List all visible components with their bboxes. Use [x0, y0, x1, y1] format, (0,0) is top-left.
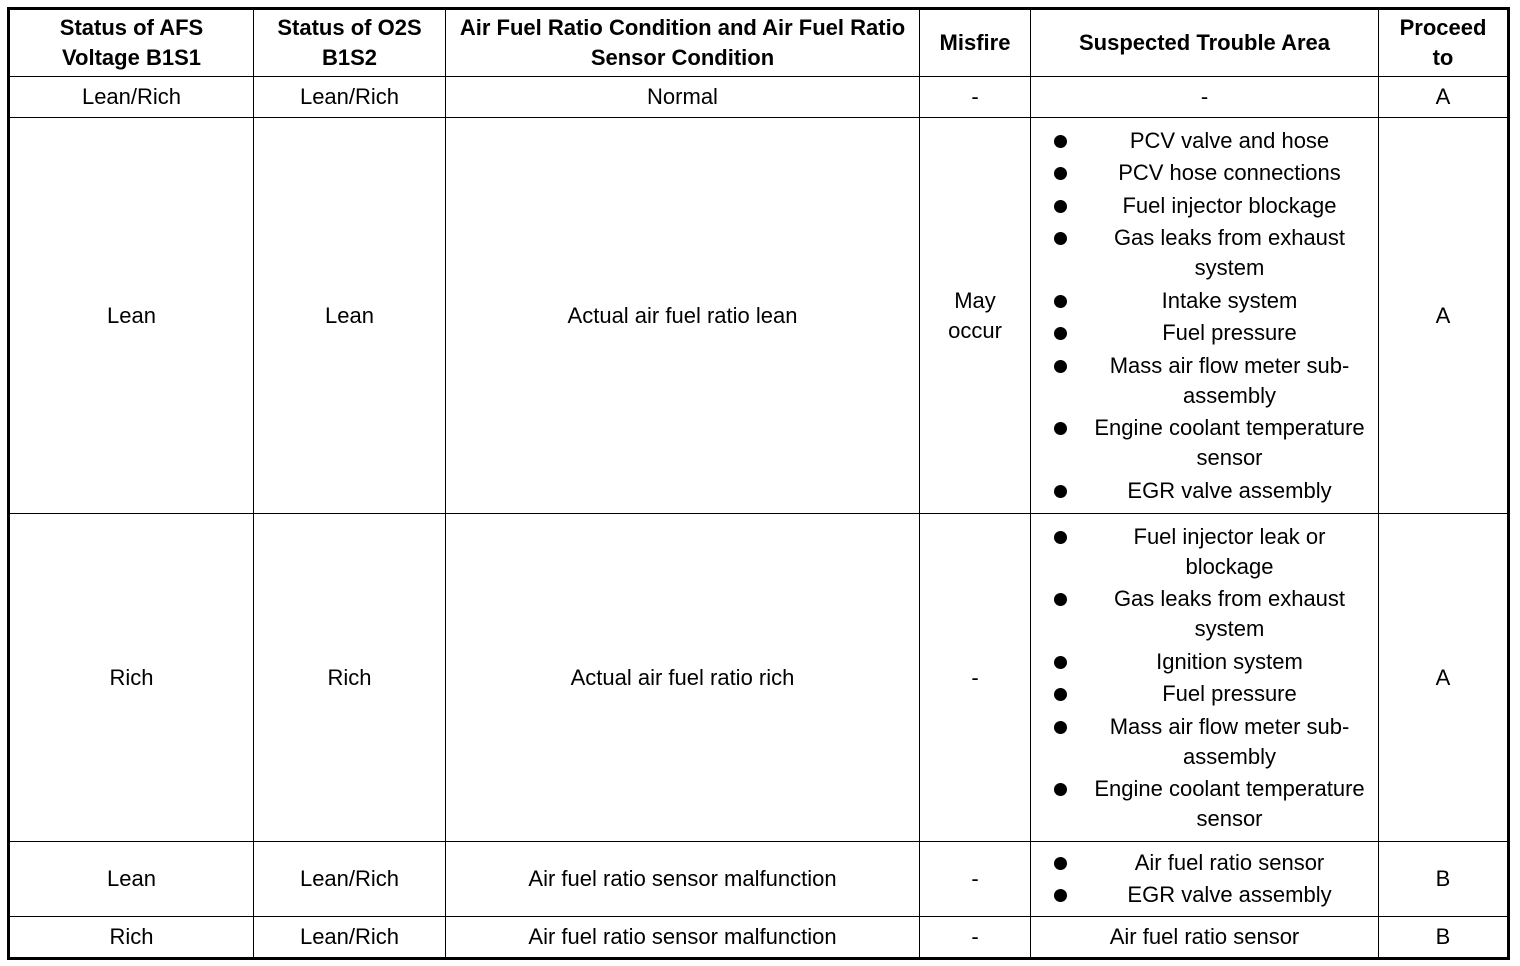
bullet-icon — [1054, 783, 1067, 796]
bullet-icon — [1054, 485, 1067, 498]
bullet-icon — [1054, 721, 1067, 734]
bullet-icon — [1054, 232, 1067, 245]
header-misfire: Misfire — [920, 9, 1031, 77]
list-item — [1037, 880, 1372, 910]
list-item — [1037, 848, 1372, 878]
list-item — [1037, 774, 1372, 834]
list-item-text: Engine coolant temperature sensor — [1094, 776, 1365, 832]
misfire-text: May occur — [948, 287, 1002, 343]
condition-cell: Actual air fuel ratio lean — [446, 118, 920, 514]
proceed-cell: A — [1379, 514, 1509, 842]
list-item-text: Fuel injector blockage — [1122, 192, 1337, 218]
misfire-cell — [920, 118, 1031, 514]
header-afs-voltage: Status of AFS Voltage B1S1 — [9, 9, 254, 77]
header-row — [9, 9, 1509, 77]
bullet-icon — [1054, 295, 1067, 308]
afs-cell: Lean/Rich — [9, 77, 254, 118]
bullet-icon — [1054, 327, 1067, 340]
proceed-cell: A — [1379, 118, 1509, 514]
misfire-cell: - — [920, 514, 1031, 842]
list-item-text: PCV hose connections — [1118, 160, 1341, 186]
list-item — [1037, 413, 1372, 473]
proceed-cell: B — [1379, 916, 1509, 958]
bullet-icon — [1054, 656, 1067, 669]
trouble-area-cell — [1031, 514, 1379, 842]
list-item-text: Intake system — [1161, 287, 1298, 313]
trouble-area-cell — [1031, 842, 1379, 916]
list-item-text: Fuel pressure — [1162, 320, 1297, 346]
list-item-text: Mass air flow meter sub-assembly — [1109, 352, 1350, 408]
bullet-icon — [1054, 200, 1067, 213]
bullet-icon — [1054, 422, 1067, 435]
trouble-area-cell: Air fuel ratio sensor — [1031, 916, 1379, 958]
bullet-icon — [1054, 167, 1067, 180]
header-o2s-status: Status of O2S B1S2 — [254, 9, 446, 77]
afs-cell: Rich — [9, 916, 254, 958]
list-item-text: Mass air flow meter sub-assembly — [1109, 713, 1350, 769]
list-item — [1037, 679, 1372, 709]
condition-cell: Air fuel ratio sensor malfunction — [446, 842, 920, 916]
list-item — [1037, 286, 1372, 316]
table-row — [9, 77, 1509, 118]
afs-cell: Lean — [9, 842, 254, 916]
table-row — [9, 118, 1509, 514]
o2s-cell: Lean — [254, 118, 446, 514]
list-item-text: Fuel injector leak or blockage — [1133, 523, 1326, 579]
trouble-list — [1037, 522, 1372, 835]
list-item-text: Gas leaks from exhaust system — [1113, 586, 1346, 642]
header-proceed-to: Proceed to — [1379, 9, 1509, 77]
table-row — [9, 514, 1509, 842]
afs-cell: Rich — [9, 514, 254, 842]
bullet-icon — [1054, 593, 1067, 606]
afs-cell: Lean — [9, 118, 254, 514]
bullet-icon — [1054, 360, 1067, 373]
proceed-cell: A — [1379, 77, 1509, 118]
list-item — [1037, 476, 1372, 506]
list-item-text: Air fuel ratio sensor — [1134, 849, 1325, 875]
table-row — [9, 916, 1509, 958]
o2s-cell: Lean/Rich — [254, 916, 446, 958]
list-item — [1037, 191, 1372, 221]
bullet-icon — [1054, 135, 1067, 148]
o2s-cell: Rich — [254, 514, 446, 842]
trouble-table — [7, 7, 1510, 960]
bullet-icon — [1054, 889, 1067, 902]
bullet-icon — [1054, 688, 1067, 701]
condition-cell: Normal — [446, 77, 920, 118]
header-suspected-trouble-area: Suspected Trouble Area — [1031, 9, 1379, 77]
misfire-cell: - — [920, 77, 1031, 118]
list-item-text: Engine coolant temperature sensor — [1094, 415, 1365, 471]
misfire-cell: - — [920, 842, 1031, 916]
trouble-area-cell: - — [1031, 77, 1379, 118]
o2s-cell: Lean/Rich — [254, 842, 446, 916]
list-item — [1037, 522, 1372, 582]
list-item — [1037, 126, 1372, 156]
list-item — [1037, 318, 1372, 348]
list-item — [1037, 351, 1372, 411]
list-item — [1037, 158, 1372, 188]
bullet-icon — [1054, 531, 1067, 544]
list-item — [1037, 647, 1372, 677]
list-item-text: Fuel pressure — [1162, 681, 1297, 707]
condition-cell: Actual air fuel ratio rich — [446, 514, 920, 842]
misfire-cell: - — [920, 916, 1031, 958]
list-item-text: EGR valve assembly — [1127, 882, 1332, 908]
list-item-text: Ignition system — [1156, 648, 1303, 674]
list-item-text: EGR valve assembly — [1127, 477, 1332, 503]
condition-cell: Air fuel ratio sensor malfunction — [446, 916, 920, 958]
proceed-cell: B — [1379, 842, 1509, 916]
o2s-cell: Lean/Rich — [254, 77, 446, 118]
bullet-icon — [1054, 857, 1067, 870]
trouble-list — [1037, 126, 1372, 506]
list-item-text: Gas leaks from exhaust system — [1113, 225, 1346, 281]
trouble-list — [1037, 848, 1372, 911]
list-item — [1037, 584, 1372, 644]
trouble-area-cell — [1031, 118, 1379, 514]
list-item — [1037, 712, 1372, 772]
list-item — [1037, 223, 1372, 283]
list-item-text: PCV valve and hose — [1129, 127, 1330, 153]
table-row — [9, 842, 1509, 916]
header-afr-condition: Air Fuel Ratio Condition and Air Fuel Ratio Sensor Condition — [446, 9, 920, 77]
